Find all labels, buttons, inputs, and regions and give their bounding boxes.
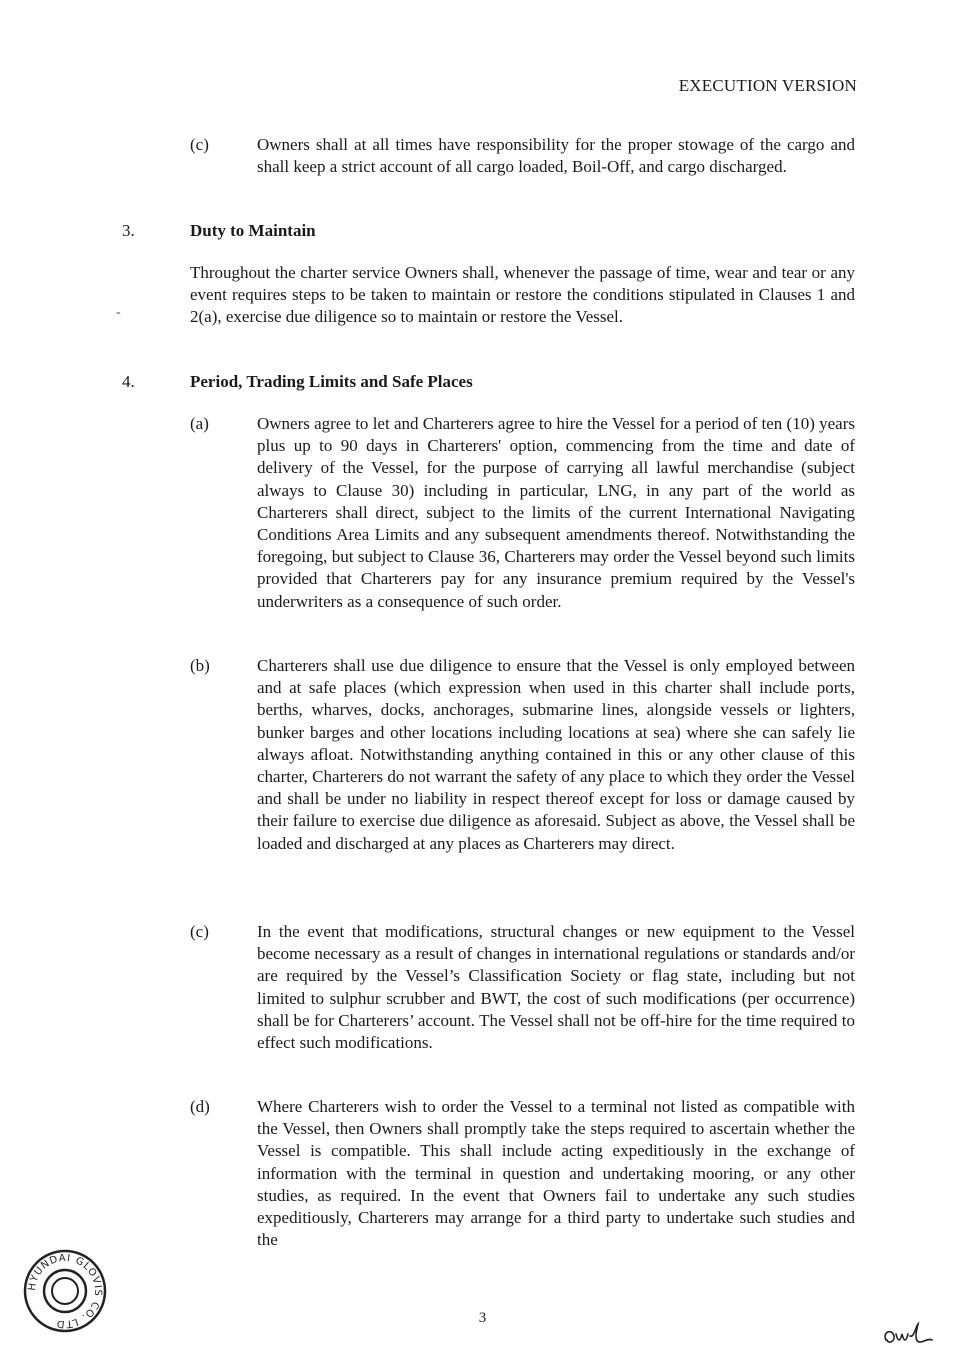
clause-4c-text: In the event that modifications, structural changes or new equipment to the Vessel become necessary as a result of changes in international regulations or standards and/or are required by the Vessel’s Classification Society or flag state, including but not limited to sulphur scrubber and BWT, the cost of such modifications (per occurrence) shall be for Charterers’ account. The Vessel shall not be off-hire for the time required to effect such modifications. xyxy=(257,922,855,1053)
clause-3-number: 3. xyxy=(122,221,135,240)
execution-version-header: EXECUTION VERSION xyxy=(678,76,857,95)
clause-4b-text: Charterers shall use due diligence to ensure that the Vessel is only employed between and at safe places (which expression when used in this charter shall include ports, berths, wharves, docks, anchorages, submarine lines, alongside vessels or lighters, bunker barges and other locations including locations at sea) where she can safely lie always afloat. Notwithstanding anything contained in this or any other clause of this charter, Charterers do not warrant the safety of any place to which they order the Vessel and shall be under no liability in respect thereof except for loss or damage caused by their failure to exercise due diligence as aforesaid. Subject as above, the Vessel shall be loaded and discharged at any places as Charterers may direct. xyxy=(257,656,855,853)
clause-4d-label: (d) xyxy=(190,1097,210,1116)
clause-4b-label: (b) xyxy=(190,656,210,675)
clause-3-text: Throughout the charter service Owners shall, whenever the passage of time, wear and tear or any event requires steps to be taken to maintain or restore the conditions stipulated in Clauses 1 and 2(a), exercise due diligence so to maintain or restore the Vessel. xyxy=(190,263,855,327)
margin-mark: - xyxy=(116,305,121,320)
clause-4a-text: Owners agree to let and Charterers agree to hire the Vessel for a period of ten (10) years plus up to 90 days in Charterers' option, commencing from the time and date of delivery of the Vessel, for the purpose of carrying all lawful merchandise (subject always to Clause 30) including in particular, LNG, in any part of the world as Charterers shall direct, subject to the limits of the current International Navigating Conditions Area Limits and any subsequent amendments thereof. Notwithstanding the foregoing, but subject to Clause 36, Charterers may order the Vessel beyond such limits provided that Charterers pay for any insurance premium required by the Vessel's underwriters as a consequence of such order. xyxy=(257,414,855,611)
clause-4-title: Period, Trading Limits and Safe Places xyxy=(190,372,473,391)
clause-4d-text: Where Charterers wish to order the Vessel to a terminal not listed as compatible with the Vessel, then Owners shall promptly take the steps required to ascertain whether the Vessel is compatible. This shall include acting expeditiously in the exchange of information with the terminal in question and undertaking mooring, or any other studies, as required. In the event that Owners fail to undertake any such studies expeditiously, Charterers may arrange for a third party to undertake such studies and the xyxy=(257,1097,855,1250)
clause-3-title: Duty to Maintain xyxy=(190,221,316,240)
clause-2c-label: (c) xyxy=(190,135,209,154)
clause-4-number: 4. xyxy=(122,372,135,391)
clause-4a-label: (a) xyxy=(190,414,209,433)
handwritten-initials-signature xyxy=(880,1318,936,1352)
seal-text: HYUNDAI GLOVIS CO. LTD xyxy=(26,1252,104,1330)
clause-2c-text: Owners shall at all times have responsibility for the proper stowage of the cargo and shall keep a strict account of all cargo loaded, Boil-Off, and cargo discharged. xyxy=(257,135,855,177)
clause-4c-label: (c) xyxy=(190,922,209,941)
page-number: 3 xyxy=(478,1310,487,1326)
